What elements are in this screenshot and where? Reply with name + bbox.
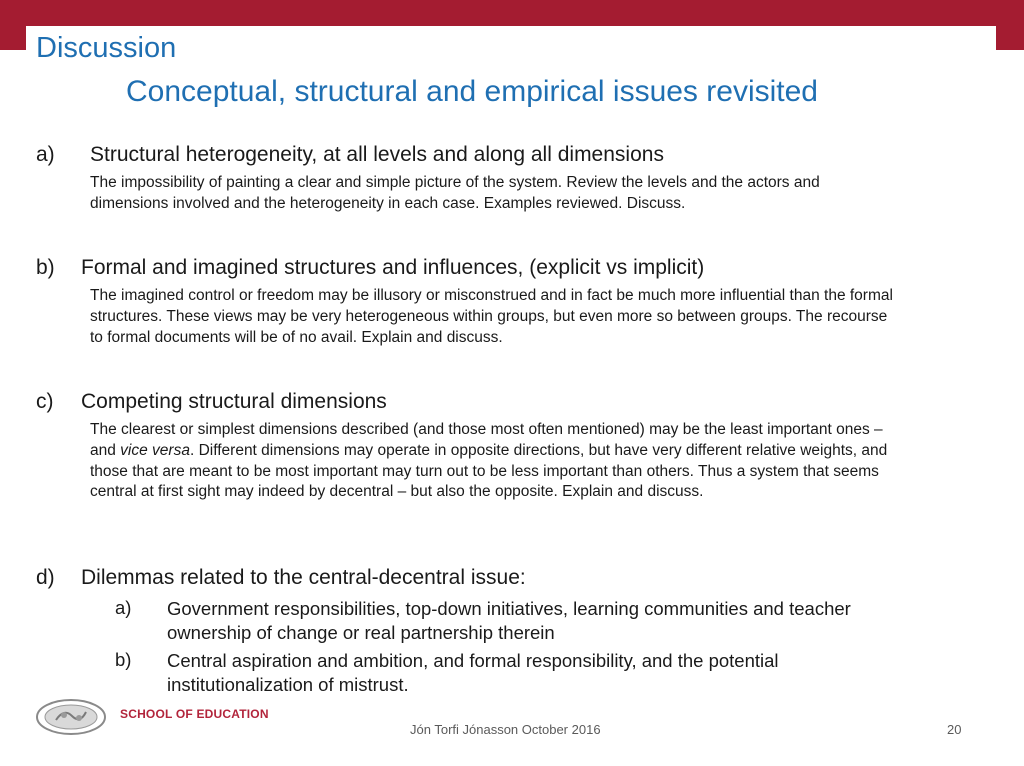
- section-c-body: [90, 420, 900, 503]
- footer-author-date: Jón Torfi Jónasson October 2016: [410, 722, 601, 737]
- section-d-heading: Dilemmas related to the central-decentral issue:: [81, 566, 526, 589]
- subitem-a-text: Government responsibilities, top-down initiatives, learning communities and teacher ownership of change or real partnership therein: [167, 598, 851, 643]
- subitem-b-text: Central aspiration and ambition, and formal responsibility, and the potential institutionalization of mistrust.: [167, 650, 779, 695]
- section-d-marker: d): [36, 566, 55, 589]
- section-c-body-start: The clearest or simplest dimensions described (and those most often mentioned) may be the least important ones – and: [90, 421, 883, 459]
- section-b-marker: b): [36, 256, 55, 279]
- section-a-marker: a): [36, 143, 55, 166]
- section-c-heading: Competing structural dimensions: [81, 390, 387, 413]
- section-c-marker: c): [36, 390, 54, 413]
- subitem-b-marker: b): [115, 649, 132, 670]
- school-logo-text: SCHOOL OF EDUCATION: [120, 707, 269, 721]
- slide-subtitle: Conceptual, structural and empirical issues revisited: [126, 75, 818, 108]
- page-number: 20: [947, 722, 962, 737]
- section-b-heading: Formal and imagined structures and influences, (explicit vs implicit): [81, 256, 705, 279]
- section-c-body-italic: vice versa: [120, 441, 190, 459]
- section-a-heading: Structural heterogeneity, at all levels and along all dimensions: [90, 143, 664, 166]
- section-c-body-end: . Different dimensions may operate in opposite directions, but have very different relative weights, and those that are meant to be most important may turn out to be less important than others. Thus a system that seems central at first sight may indeed by decentral – but also the opposite. Explain and discuss.: [90, 441, 888, 501]
- subitem-a-marker: a): [115, 597, 132, 618]
- section-b-body: The imagined control or freedom may be illusory or misconstrued and in fact be much more influential than the formal structures. These views may be very heterogeneous within groups, but even more so between groups. The recourse to formal documents will be of no avail. Explain and discuss.: [90, 287, 893, 346]
- slide-title: Discussion: [36, 32, 177, 64]
- university-seal-logo: [34, 698, 108, 741]
- section-a-body: The impossibility of painting a clear and simple picture of the system. Review the levels and the actors and dimensions involved and the heterogeneity in each case. Examples reviewed. Discuss.: [90, 174, 820, 212]
